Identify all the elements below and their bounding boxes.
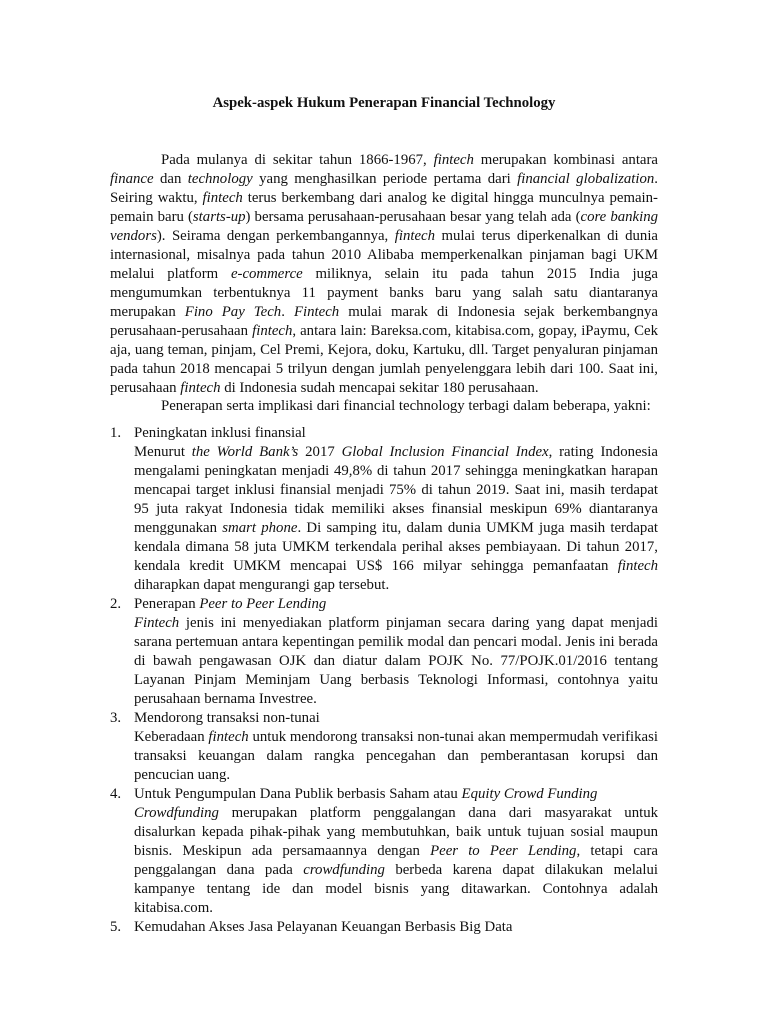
italic-text: fintech <box>252 323 293 339</box>
italic-text: Global Inclusion Financial Index <box>341 444 549 460</box>
text-run: ) bersama perusahaan-perusahaan besar yang telah ada ( <box>245 209 581 225</box>
paragraph-intro-history <box>110 151 658 398</box>
italic-text: e-commerce <box>230 266 303 282</box>
text-run: merupakan platform penggalangan dana dari masyarakat untuk disalurkan kepada pihak-pihak yang membutuhkan, baik untuk tujuan sosial maupun bisnis. Meskipun ada persamaannya dengan <box>134 805 658 859</box>
list-item-number: 3. <box>110 710 122 726</box>
italic-text: Fino Pay Tech <box>184 304 282 320</box>
italic-text: fintech <box>180 380 221 396</box>
italic-text: crowdfunding <box>303 862 385 878</box>
text-run: Pada mulanya di sekitar tahun 1866-1967, <box>161 152 434 168</box>
text-run: di Indonesia sudah mencapai sekitar 180 perusahaan. <box>220 380 539 396</box>
text-run: Penerapan <box>134 596 200 612</box>
italic-text: Equity Crowd Funding <box>461 786 598 802</box>
text-run: merupakan kombinasi antara <box>473 152 658 168</box>
list-item-number: 2. <box>110 596 122 612</box>
text-run: mulai terus diperkenalkan di dunia internasional, misalnya pada tahun 2010 Alibaba memperkenalkan pinjaman bagi UKM melalui platform <box>110 228 658 282</box>
italic-text: financial globalization <box>517 171 655 187</box>
list-item <box>110 424 658 595</box>
list-item-heading <box>134 424 658 443</box>
italic-text: starts-up <box>192 209 246 225</box>
text-run: , rating Indonesia mengalami peningkatan menjadi 49,8% di tahun 2017 sehingga meningkatkan harapan mencapai target inklusi finansial menjadi 75% di tahun 2019. Saat ini, masih terdapat 95 juta rakyat Indonesia tidak memiliki akses finansial meskipun 69% diantaranya menggunakan <box>134 444 658 536</box>
italic-text: Peer to Peer Lending <box>199 596 327 612</box>
text-run: , antara lain: Bareksa.com, kitabisa.com, gopay, iPaymu, Cek aja, uang teman, pinjam, Cel Premi, Kejora, doku, Kartuku, dll. Target penyaluran pinjaman pada tahun 2018 mencapai 5 trilyun dengan jumlah penyelenggara lebih dari 100. Saat ini, perusahaan <box>110 323 658 396</box>
text-run: , tetapi cara penggalangan dana pada <box>134 843 658 878</box>
list-item-number: 5. <box>110 919 122 935</box>
text-run: terus berkembang dari analog ke digital hingga munculnya pemain-pemain baru ( <box>110 190 658 225</box>
text-run: mulai marak di Indonesia sejak berkembangnya perusahaan-perusahaan <box>110 304 658 339</box>
italic-text: Peer to Peer Lending <box>430 843 577 859</box>
list-item-body <box>134 804 658 918</box>
text-run: . Di samping itu, dalam dunia UMKM juga masih terdapat kendala dimana 58 juta UMKM terkendala perihal akses pembiayaan. Di tahun 2017, kendala kredit UMKM mencapai US$ 166 milyar sehingga pemanfaatan <box>134 520 659 574</box>
text-run: diharapkan dapat mengurangi gap tersebut. <box>134 577 390 593</box>
text-run: Keberadaan <box>134 729 209 745</box>
text-run: Peningkatan inklusi finansial <box>134 425 306 441</box>
paragraph-list-intro: Penerapan serta implikasi dari financial technology terbagi dalam beberapa, yakni: <box>161 398 651 414</box>
text-run: jenis ini menyediakan platform pinjaman secara daring yang dapat menjadi sarana pertemuan antara kepentingan pemilik modal dan pencari modal. Jenis ini berada di bawah pengawasan OJK dan diatur dalam POJK No. 77/POJK.01/2016 tentang Layanan Pinjam Meminjam Uang berbasis Teknologi Informasi, contohnya yaitu perusahaan bernama Investree. <box>134 615 658 707</box>
list-item-body <box>134 614 658 709</box>
text-run: 2017 <box>298 444 342 460</box>
italic-text: core banking vendors <box>110 209 658 244</box>
text-run: yang menghasilkan periode pertama dari <box>252 171 518 187</box>
italic-text: the World Bank’s <box>191 444 299 460</box>
text-run: dan <box>153 171 188 187</box>
text-run: untuk mendorong transaksi non-tunai akan mempermudah verifikasi transaksi keuangan dalam rangka pencegahan dan pemberantasan korupsi dan pencucian uang. <box>134 729 658 783</box>
italic-text: finance <box>110 171 154 187</box>
implication-list <box>110 424 658 937</box>
list-item <box>110 709 658 785</box>
text-run: ). Seirama dengan perkembangannya, <box>156 228 395 244</box>
italic-text: fintech <box>208 729 249 745</box>
list-item-body <box>134 728 658 785</box>
text-run: Kemudahan Akses Jasa Pelayanan Keuangan Berbasis Big Data <box>134 919 513 935</box>
list-item <box>110 918 658 937</box>
list-item-heading <box>134 709 658 728</box>
text-run: Menurut <box>134 444 192 460</box>
text-run: . <box>281 304 294 320</box>
list-item <box>110 785 658 918</box>
italic-text: fintech <box>202 190 243 206</box>
italic-text: technology <box>187 171 253 187</box>
text-run: Untuk Pengumpulan Dana Publik berbasis Saham atau <box>134 786 462 802</box>
document-title: Aspek-aspek Hukum Penerapan Financial Technology <box>212 95 556 111</box>
list-item-number: 1. <box>110 425 122 441</box>
italic-text: fintech <box>394 228 435 244</box>
text-run: miliknya, selain itu pada tahun 2015 India juga mengumumkan terbentuknya 11 payment banks baru yang salah satu diantaranya merupakan <box>110 266 658 320</box>
italic-text: Fintech <box>134 615 180 631</box>
text-run: . Seiring waktu, <box>110 171 658 206</box>
list-item <box>110 595 658 709</box>
italic-text: fintech <box>433 152 474 168</box>
text-run: Mendorong transaksi non-tunai <box>134 710 320 726</box>
list-item-heading <box>134 785 658 804</box>
italic-text: fintech <box>617 558 658 574</box>
italic-text: Fintech <box>293 304 340 320</box>
text-run: berbeda karena dapat dilakukan melalui kampanye tentang ide dan model bisnis yang ditawarkan. Contohnya adalah kitabisa.com. <box>134 862 658 916</box>
italic-text: smart phone <box>222 520 298 536</box>
italic-text: Crowdfunding <box>134 805 219 821</box>
list-item-heading <box>134 918 658 937</box>
list-item-heading <box>134 595 658 614</box>
list-item-body <box>134 443 658 595</box>
list-item-number: 4. <box>110 786 122 802</box>
